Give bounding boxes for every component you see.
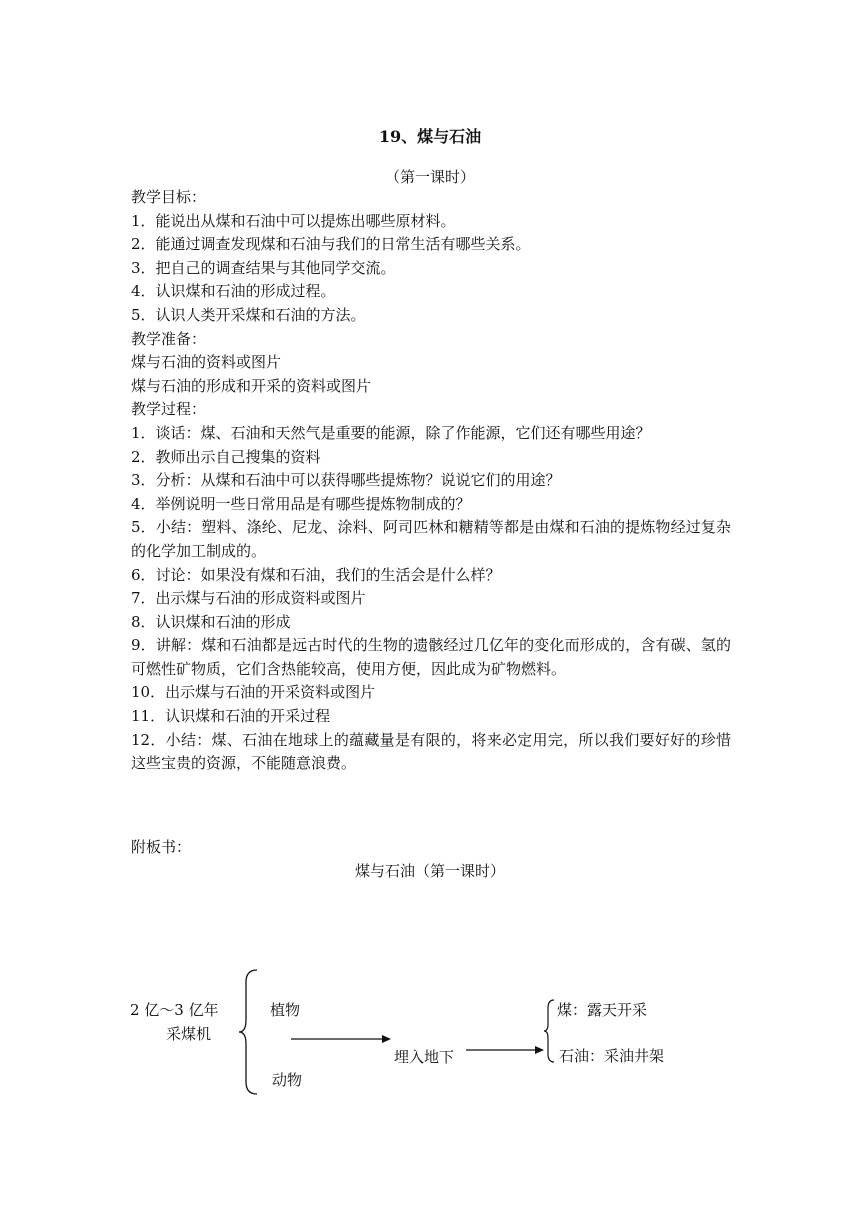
board-diagram: [0, 960, 860, 1100]
process-step: 9．讲解：煤和石油都是远古时代的生物的遗骸经过几亿年的变化而形成的，含有碳、氢的可燃性矿物质，它们含热能较高，使用方便，因此成为矿物燃料。: [131, 636, 731, 678]
arrow-head-left: [382, 1035, 391, 1043]
board-coal-label: 煤：露天开采: [557, 1001, 648, 1019]
small-brace: [544, 1000, 554, 1062]
process-step: 4．举例说明一些日常用品是有哪些提炼物制成的？: [131, 494, 471, 513]
process-step: 7．出示煤与石油的形成资料或图片: [131, 589, 366, 608]
process-step: 11．认识煤和石油的开采过程: [131, 707, 331, 726]
process-step: 10．出示煤与石油的开采资料或图片: [131, 683, 376, 702]
process-step: 8．认识煤和石油的形成: [131, 612, 291, 631]
objective-item: 3．把自己的调查结果与其他同学交流。: [131, 258, 396, 277]
board-label: 附板书：: [131, 838, 192, 856]
board-buried-label: 埋入地下: [394, 1048, 455, 1066]
process-heading: 教学过程：: [131, 400, 207, 419]
board-mining-label: 采煤机: [166, 1025, 212, 1043]
large-brace: [239, 970, 257, 1094]
lesson-subtitle: （第一课时）: [384, 168, 475, 186]
board-title: 煤与石油（第一课时）: [354, 862, 505, 880]
process-step: 6．讨论：如果没有煤和石油，我们的生活会是什么样？: [131, 565, 501, 584]
page-title: 19、煤与石油: [378, 127, 482, 146]
objective-item: 5．认识人类开采煤和石油的方法。: [131, 305, 366, 324]
board-plant-label: 植物: [270, 1001, 301, 1019]
objective-item: 2．能通过调查发现煤和石油与我们的日常生活有哪些关系。: [131, 235, 531, 254]
objective-item: 4．认识煤和石油的形成过程。: [131, 282, 336, 301]
prep-item: 煤与石油的资料或图片: [131, 353, 282, 372]
prep-item: 煤与石油的形成和开采的资料或图片: [131, 376, 372, 395]
objectives-heading: 教学目标：: [131, 188, 207, 206]
board-time-label: 2 亿～3 亿年: [130, 1001, 219, 1019]
board-animal-label: 动物: [272, 1071, 303, 1089]
process-step: 5．小结：塑料、涤纶、尼龙、涂料、阿司匹林和糖精等都是由煤和石油的提炼物经过复杂的化学加工制成的。: [131, 518, 731, 560]
prep-heading: 教学准备：: [131, 329, 207, 348]
process-step: 1．谈话：煤、石油和天然气是重要的能源，除了作能源，它们还有哪些用途？: [131, 423, 651, 442]
process-step: 12．小结：煤、石油在地球上的蕴藏量是有限的，将来必定用完，所以我们要好好的珍惜这些宝贵的资源，不能随意浪费。: [131, 730, 731, 773]
lesson-body: [131, 186, 731, 776]
objective-item: 1．能说出从煤和石油中可以提炼出哪些原材料。: [131, 211, 456, 230]
arrow-head-right: [535, 1046, 544, 1054]
process-step: 3．分析：从煤和石油中可以获得哪些提炼物？说说它们的用途？: [131, 471, 561, 490]
board-oil-label: 石油：采油井架: [559, 1047, 665, 1065]
process-step: 2．教师出示自己搜集的资料: [131, 447, 321, 466]
